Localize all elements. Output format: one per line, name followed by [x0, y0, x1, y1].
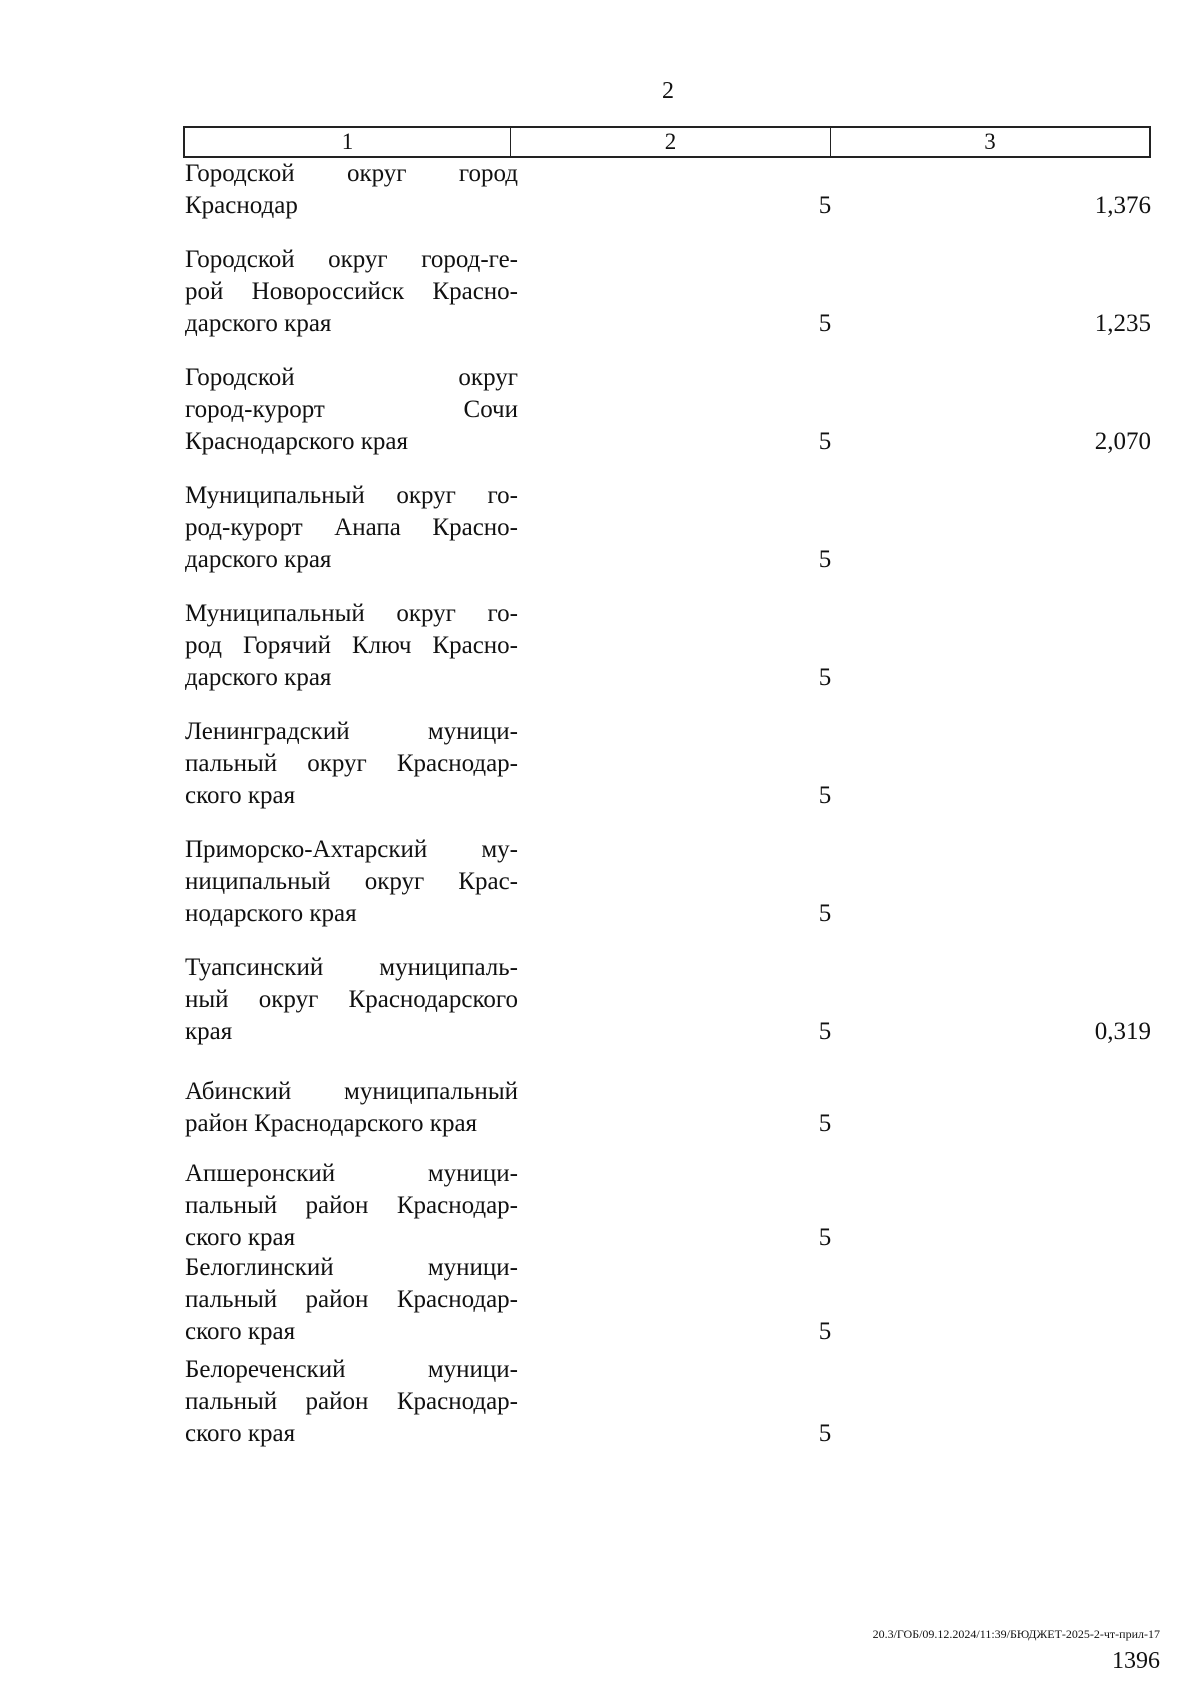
region-name-line: дарского края: [185, 664, 332, 691]
region-name-line: Муниципальный округ го-: [185, 600, 518, 627]
region-name: [185, 1158, 518, 1254]
region-name-line: Краснодарского края: [185, 428, 408, 455]
region-name-line: дарского края: [185, 310, 332, 337]
col3-value: 0,319: [1094, 1018, 1151, 1045]
col2-value: 5: [818, 782, 832, 809]
region-name-line: Абинский муниципальный: [185, 1078, 518, 1105]
region-name: [185, 834, 518, 930]
region-name-line: рой Новороссийск Красно-: [185, 278, 518, 305]
region-name-line: ниципальный округ Крас-: [185, 868, 518, 895]
col3-value: 1,376: [1094, 192, 1151, 219]
region-name: [185, 1252, 518, 1348]
col2-value: 5: [818, 546, 832, 573]
region-name-line: род-курорт Анапа Красно-: [185, 514, 518, 541]
page-number: 2: [662, 78, 674, 104]
header-cell-3: 3: [984, 129, 996, 154]
region-name-line: род Горячий Ключ Красно-: [185, 632, 518, 659]
region-name-line: Туапсинский муниципаль-: [185, 954, 518, 981]
region-name-line: дарского края: [185, 546, 332, 573]
region-name-line: пальный район Краснодар-: [185, 1286, 518, 1313]
region-name-line: ского края: [185, 1420, 296, 1447]
header-cell-1: 1: [185, 128, 511, 156]
region-name: [185, 1076, 518, 1140]
region-name: [185, 716, 518, 812]
col2-value: 5: [818, 1224, 832, 1251]
region-name-line: Городской округ: [185, 364, 518, 391]
region-name-line: город-курорт Сочи: [185, 396, 518, 423]
col2-value: 5: [818, 1110, 832, 1137]
col2-value: 5: [818, 310, 832, 337]
region-name-line: Белореченский муници-: [185, 1356, 518, 1383]
col2-value: 5: [818, 428, 832, 455]
region-name: [185, 1354, 518, 1450]
region-name-line: Ленинградский муници-: [185, 718, 518, 745]
region-name-line: ского края: [185, 1318, 296, 1345]
region-name-line: пальный район Краснодар-: [185, 1192, 518, 1219]
col2-value: 5: [818, 664, 832, 691]
col2-value: 5: [818, 1018, 832, 1045]
col3-value: 2,070: [1094, 428, 1151, 455]
col3-value: 1,235: [1094, 310, 1151, 337]
region-name-line: пальный район Краснодар-: [185, 1388, 518, 1415]
region-name: [185, 158, 518, 222]
col2-value: 5: [818, 900, 832, 927]
region-name: [185, 362, 518, 458]
region-name-line: Городской округ город: [185, 160, 518, 187]
region-name-line: Городской округ город-ге-: [185, 246, 518, 273]
region-name-line: ный округ Краснодарского: [185, 986, 518, 1013]
region-name-line: Краснодар: [185, 192, 298, 219]
region-name-line: пальный округ Краснодар-: [185, 750, 518, 777]
header-cell-2: 2: [511, 128, 831, 156]
footer-page-number: 1396: [1112, 1648, 1160, 1674]
region-name: [185, 480, 518, 576]
document-code: 20.3/ГОБ/09.12.2024/11:39/БЮДЖЕТ-2025-2-чт-прил-17: [872, 1627, 1160, 1641]
region-name-line: ского края: [185, 782, 296, 809]
col2-value: 5: [818, 192, 832, 219]
table-header: [183, 126, 1151, 158]
region-name-line: Апшеронский муници-: [185, 1160, 518, 1187]
region-name: [185, 598, 518, 694]
region-name-line: Белоглинский муници-: [185, 1254, 518, 1281]
region-name-line: Приморско-Ахтарский му-: [185, 836, 518, 863]
region-name-line: края: [185, 1018, 233, 1045]
region-name-line: ского края: [185, 1224, 296, 1251]
col2-value: 5: [818, 1318, 832, 1345]
region-name-line: нодарского края: [185, 900, 357, 927]
region-name: [185, 952, 518, 1048]
region-name-line: Муниципальный округ го-: [185, 482, 518, 509]
region-name: [185, 244, 518, 340]
region-name-line: район Краснодарского края: [185, 1110, 478, 1137]
col2-value: 5: [818, 1420, 832, 1447]
